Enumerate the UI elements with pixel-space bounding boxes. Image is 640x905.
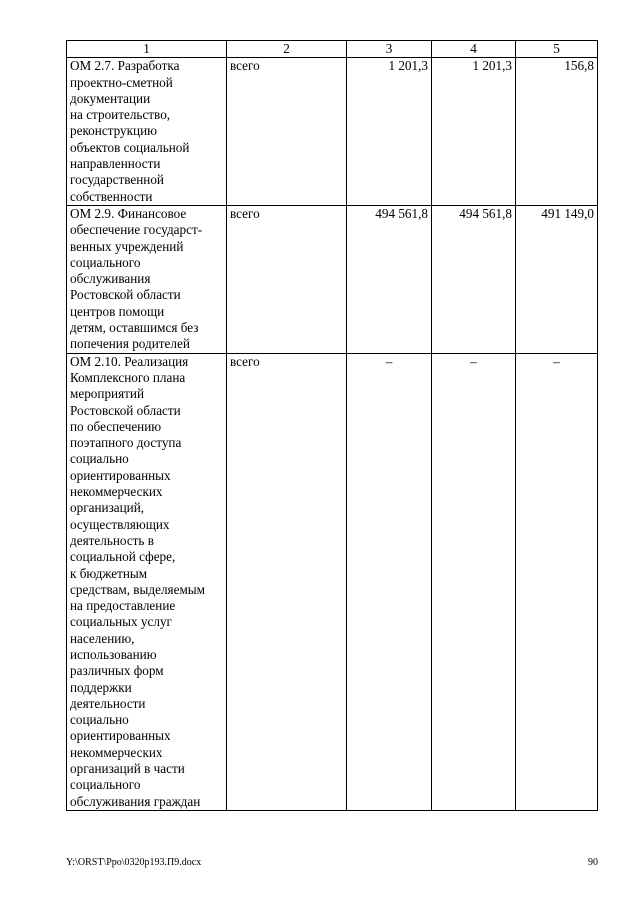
value-col5-cell: 491 149,0 xyxy=(516,205,598,353)
value-col5-cell: 156,8 xyxy=(516,58,598,206)
event-name-cell: ОМ 2.9. Финансовое обеспечение государст- венных учреждений социального обслуживания Ростовской области центров помощи детям, оставшимся без попечения родителей xyxy=(67,205,227,353)
funding-type-cell: всего xyxy=(227,205,347,353)
value-col3-cell: 494 561,8 xyxy=(347,205,432,353)
table-row xyxy=(67,205,598,353)
value-col3-cell: – xyxy=(347,353,432,810)
budget-table xyxy=(66,40,598,811)
table-row xyxy=(67,58,598,206)
value-col5-cell: – xyxy=(516,353,598,810)
column-header-2: 2 xyxy=(227,41,347,58)
event-name-cell: ОМ 2.10. Реализация Комплексного плана мероприятий Ростовской области по обеспечению поэтапного доступа социально ориентированных некоммерческих организаций, осуществляющих деятельность в социальной сфере, к бюджетным средствам, выделяемым на предоставление социальных услуг населению, использованию различных форм поддержки деятельности социально ориентированных некоммерческих организаций в части социального обслуживания граждан xyxy=(67,353,227,810)
file-path-footer: Y:\ORST\Ppo\0320p193.П9.docx xyxy=(66,857,202,868)
page-number: 90 xyxy=(588,857,598,868)
value-col4-cell: 494 561,8 xyxy=(432,205,516,353)
column-header-4: 4 xyxy=(432,41,516,58)
header-row xyxy=(67,41,598,58)
value-col3-cell: 1 201,3 xyxy=(347,58,432,206)
value-col4-cell: – xyxy=(432,353,516,810)
column-header-1: 1 xyxy=(67,41,227,58)
column-header-3: 3 xyxy=(347,41,432,58)
table-row xyxy=(67,353,598,810)
column-header-5: 5 xyxy=(516,41,598,58)
funding-type-cell: всего xyxy=(227,58,347,206)
event-name-cell: ОМ 2.7. Разработка проектно-сметной документации на строительство, реконструкцию объектов социальной направленности государственной собственности xyxy=(67,58,227,206)
value-col4-cell: 1 201,3 xyxy=(432,58,516,206)
funding-type-cell: всего xyxy=(227,353,347,810)
